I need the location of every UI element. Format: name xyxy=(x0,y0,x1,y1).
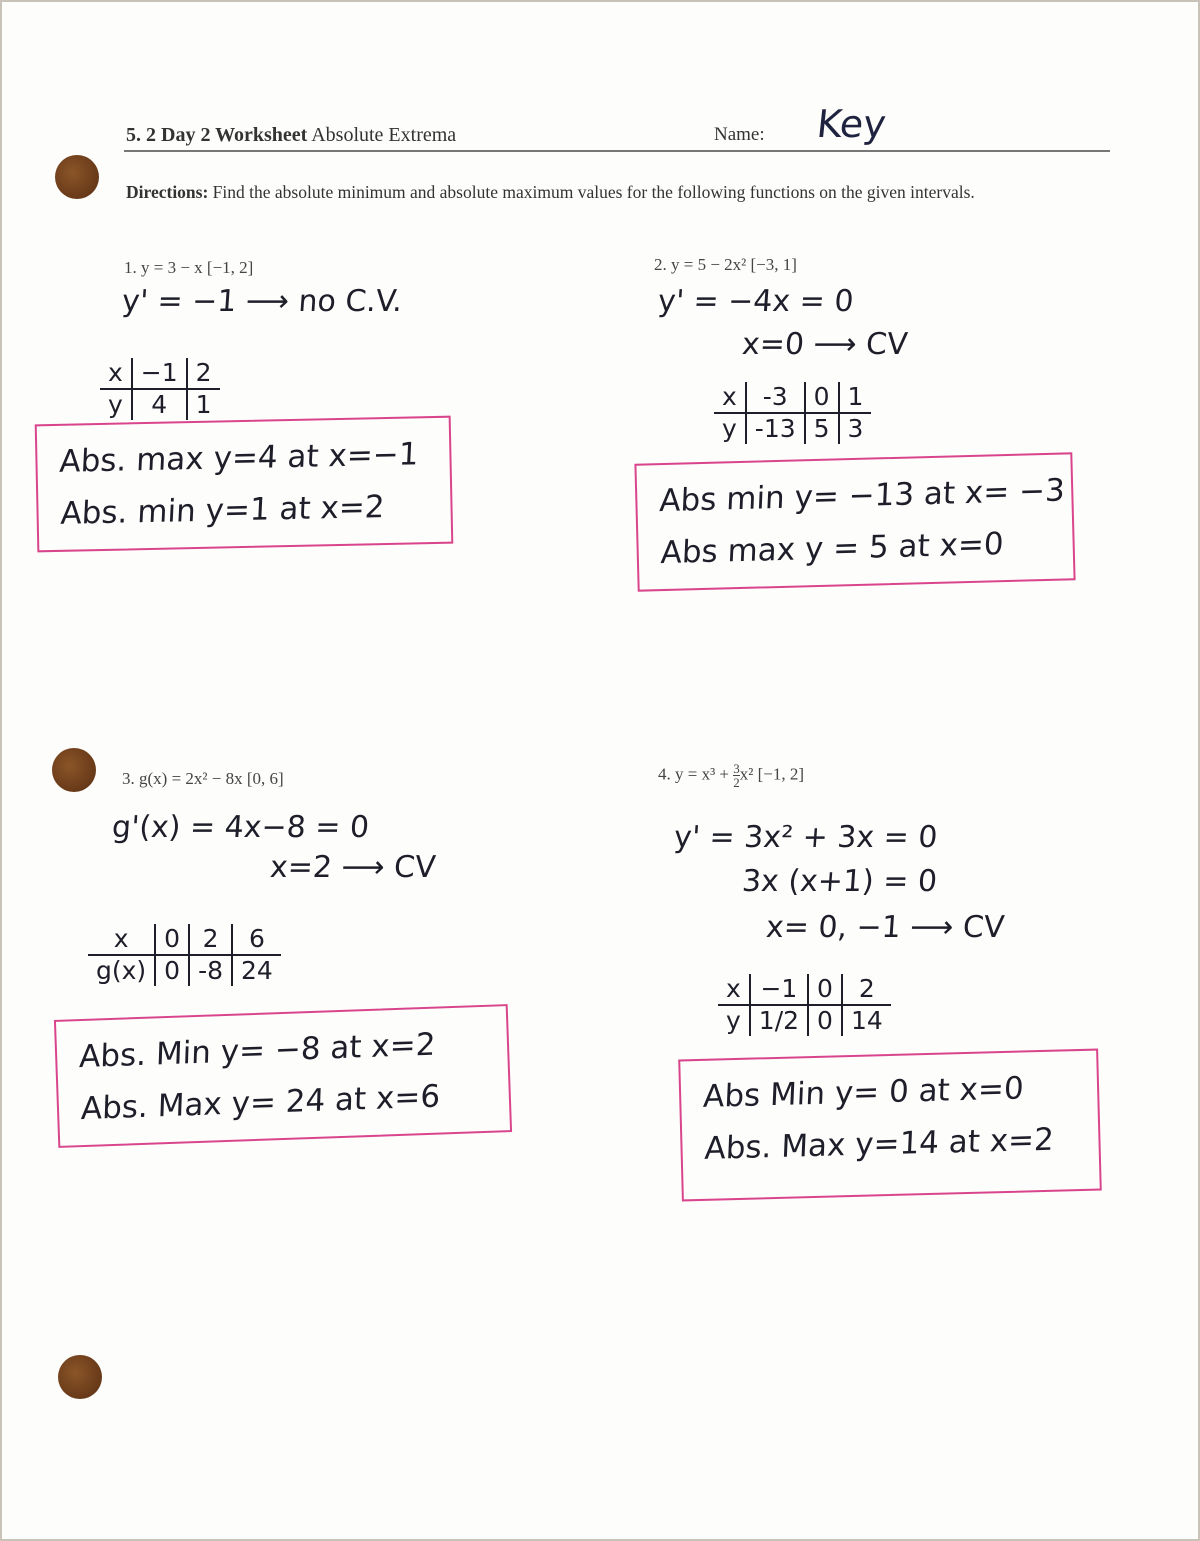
table-cell: x xyxy=(714,382,746,413)
problem-2-statement: 2. y = 5 − 2x² [−3, 1] xyxy=(654,255,797,274)
header-rule xyxy=(124,150,1110,152)
table-cell: x xyxy=(718,974,750,1005)
worksheet-title: 5. 2 Day 2 Worksheet Absolute Extrema xyxy=(126,124,457,146)
table-cell: 0 xyxy=(805,382,839,413)
table-cell: y xyxy=(722,414,737,443)
table-cell: −1 xyxy=(750,974,808,1005)
table-cell: 4 xyxy=(132,389,187,420)
problem-3-table xyxy=(88,924,281,986)
name-label: Name: xyxy=(714,124,765,145)
table-cell: 3 xyxy=(839,413,872,444)
table-cell: 0 xyxy=(808,1005,842,1036)
problem-4-statement: 4. y = x³ + $\frac{3}{2}$ x² [−1, 2] xyxy=(658,761,805,790)
problem-1-table xyxy=(100,358,220,420)
table-cell: 6 xyxy=(232,924,281,955)
problem-3-answer-box: Abs. Min y= −8 at x=2 Abs. Max y= 24 at x=6 xyxy=(54,1004,512,1148)
table-cell: 2 xyxy=(842,974,891,1005)
problem-4-work: y' = 3x² + 3x = 0 xyxy=(672,820,939,855)
problem-4-answer-box: Abs Min y= 0 at x=0 Abs. Max y=14 at x=2 xyxy=(678,1049,1102,1202)
table-cell: 1 xyxy=(839,382,872,413)
hole-punch xyxy=(55,155,99,199)
table-cell: y xyxy=(108,390,123,419)
problem-4-table xyxy=(718,974,891,1036)
problem-2-table xyxy=(714,382,871,444)
table-cell: 1/2 xyxy=(750,1005,808,1036)
table-cell: 14 xyxy=(842,1005,891,1036)
problem-2-work: x=0 ⟶ CV xyxy=(740,327,909,362)
table-cell: -8 xyxy=(189,955,232,986)
problem-1-answer-box: Abs. max y=4 at x=−1 Abs. min y=1 at x=2 xyxy=(35,416,454,553)
table-cell: 2 xyxy=(187,358,220,389)
table-cell: −1 xyxy=(132,358,187,389)
problem-2-answer-box: Abs min y= −13 at x= −3 Abs max y = 5 at x=0 xyxy=(634,452,1075,591)
hole-punch xyxy=(58,1355,102,1399)
hole-punch xyxy=(52,748,96,792)
table-cell: 5 xyxy=(805,413,839,444)
table-cell: x xyxy=(88,924,155,955)
table-cell: g(x) xyxy=(96,956,147,985)
table-cell: x xyxy=(100,358,132,389)
problem-3-work: x=2 ⟶ CV xyxy=(268,850,437,885)
directions: Directions: Find the absolute minimum and absolute maximum values for the following functions on the given intervals. xyxy=(126,182,975,202)
table-cell: -13 xyxy=(746,413,805,444)
problem-1-statement: 1. y = 3 − x [−1, 2] xyxy=(124,258,254,277)
problem-3-statement: 3. g(x) = 2x² − 8x [0, 6] xyxy=(122,769,284,788)
problem-3-work: g'(x) = 4x−8 = 0 xyxy=(110,810,371,845)
table-cell: 24 xyxy=(232,955,281,986)
table-cell: 0 xyxy=(155,924,189,955)
fraction: $\frac{3}{2}$ xyxy=(733,761,740,790)
table-cell: 0 xyxy=(155,955,189,986)
table-cell: y xyxy=(726,1006,741,1035)
table-cell: 0 xyxy=(808,974,842,1005)
table-cell: 2 xyxy=(189,924,232,955)
problem-2-work: y' = −4x = 0 xyxy=(656,284,855,319)
problem-4-work: 3x (x+1) = 0 xyxy=(740,864,939,899)
table-cell: -3 xyxy=(746,382,805,413)
name-value: Key xyxy=(814,102,889,146)
problem-4-work: x= 0, −1 ⟶ CV xyxy=(764,910,1006,945)
problem-1-work: y' = −1 ⟶ no C.V. xyxy=(120,284,404,319)
table-cell: 1 xyxy=(187,389,220,420)
